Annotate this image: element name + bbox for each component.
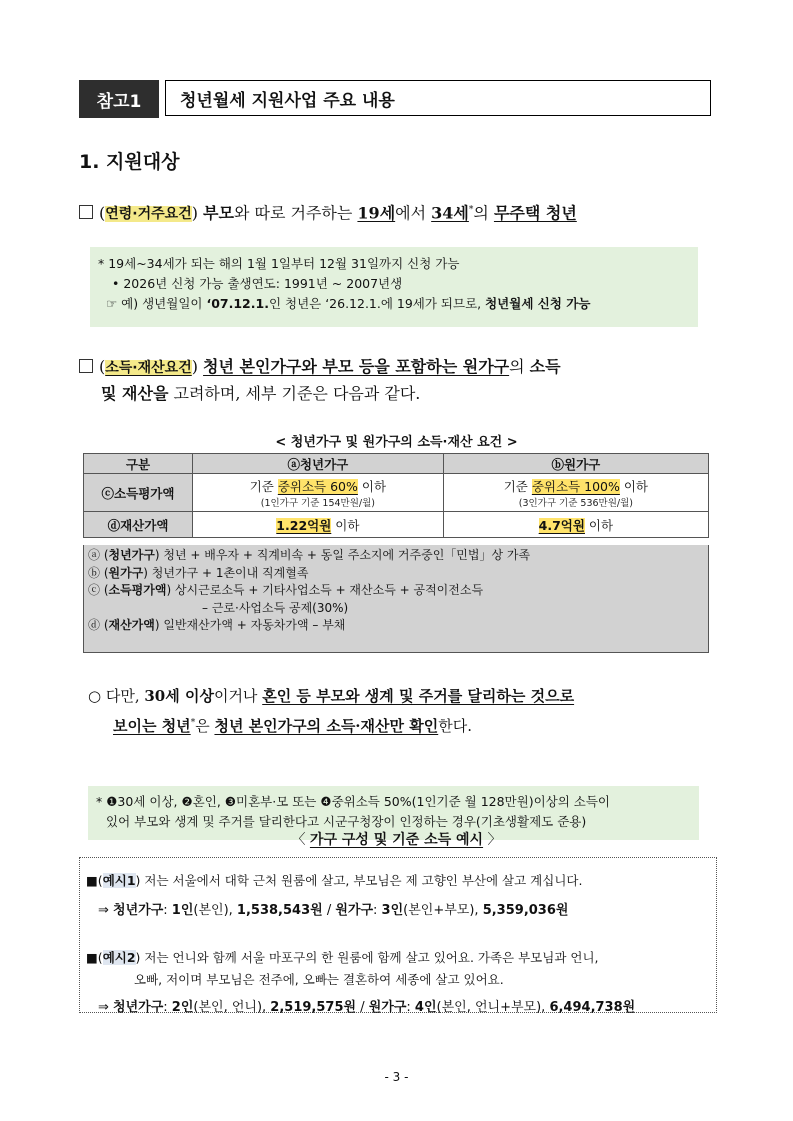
age-note-box xyxy=(90,247,698,327)
row-label: ⓒ소득평가액 xyxy=(84,474,193,512)
example-2-cont: 오빠, 저이며 부모님은 전주에, 오빠는 결혼하여 세종에 살고 있어요. xyxy=(134,972,504,987)
exception-paragraph: ○ 다만, 30세 이상이거나 혼인 등 부모와 생계 및 주거를 달리하는 것으로 보이는 청년*은 청년 본인가구의 소득·재산만 확인한다. xyxy=(88,687,575,735)
example-2-result: ⇒ 청년가구: 2인(본인, 언니), 2,519,575원 / 원가구: 4인(본인, 언니+부모), 6,494,738원 xyxy=(98,1000,636,1015)
note-line: * 19세~34세가 되는 해의 1월 1일부터 12월 31일까지 신청 가능 xyxy=(98,256,460,271)
table-cell: 기준 중위소득 100% 이하 (3인가구 기준 536만원/월) xyxy=(443,474,708,512)
section-title: 1. 지원대상 xyxy=(79,151,180,173)
table-footnotes xyxy=(83,545,709,653)
page-title: 청년월세 지원사업 주요 내용 xyxy=(165,80,711,116)
requirements-table xyxy=(83,453,709,538)
example-2: ■(예시2) 저는 언니와 함께 서울 마포구의 한 원룸에 함께 살고 있어요. 가족은 부모님과 언니, xyxy=(86,950,599,965)
table-cell: 기준 중위소득 60% 이하 (1인가구 기준 154만원/월) xyxy=(193,474,444,512)
note-line: 있어 부모와 생계 및 주거를 달리한다고 시군구청장이 인정하는 경우(기초생활제도 준용) xyxy=(106,814,587,829)
footnote-line: – 근로·사업소득 공제(30%) xyxy=(202,600,349,615)
row-label: ⓓ재산가액 xyxy=(84,512,193,538)
footnote-line: ⓑ (원가구) 청년가구 + 1촌이내 직계혈족 xyxy=(88,565,309,580)
table-header: ⓐ청년가구 xyxy=(193,454,444,474)
table-cell: 1.22억원 이하 xyxy=(193,512,444,538)
note-line: • 2026년 신청 가능 출생연도: 1991년 ~ 2007년생 xyxy=(112,276,403,291)
bullet-income-assets: (소득·재산요건) 청년 본인가구와 부모 등을 포함하는 원가구의 소득 및 재산을 고려하며, 세부 기준은 다음과 같다. xyxy=(79,354,719,407)
table-header: ⓑ원가구 xyxy=(443,454,708,474)
table-caption: < 청년가구 및 원가구의 소득·재산 요건 > xyxy=(275,435,518,450)
examples-box xyxy=(79,857,717,1013)
examples-caption: 〈 가구 구성 및 기준 소득 예시 〉 xyxy=(291,832,502,848)
note-line: ☞ 예) 생년월일이 ‘07.12.1.인 청년은 ‘26.12.1.에 19세가 되므로, 청년월세 신청 가능 xyxy=(106,296,591,311)
bullet-age-residence: (연령·거주요건) 부모와 따로 거주하는 19세에서 34세*의 무주택 청년 xyxy=(79,197,577,227)
table-header: 구분 xyxy=(84,454,193,474)
footnote-line: ⓓ (재산가액) 일반재산가액 + 자동차가액 – 부채 xyxy=(88,618,346,632)
checkbox-square-icon xyxy=(79,359,93,373)
note-line: * ❶30세 이상, ❷혼인, ❸미혼부·모 또는 ❹중위소득 50%(1인기준 월 128만원)이상의 소득이 xyxy=(96,794,611,809)
footnote-line: ⓐ (청년가구) 청년 + 배우자 + 직계비속 + 동일 주소지에 거주중인「민법」상 가족 xyxy=(88,548,531,562)
table-cell: 4.7억원 이하 xyxy=(443,512,708,538)
reference-tag: 참고1 xyxy=(79,80,159,118)
example-1-result: ⇒ 청년가구: 1인(본인), 1,538,543원 / 원가구: 3인(본인+부모), 5,359,036원 xyxy=(98,903,569,918)
footnote-line: ⓒ (소득평가액) 상시근로소득 + 기타사업소득 + 재산소득 + 공적이전소득 xyxy=(88,583,484,597)
page-number: - 3 - xyxy=(384,1070,409,1084)
example-1: ■(예시1) 저는 서울에서 대학 근처 원룸에 살고, 부모님은 제 고향인 부산에 살고 계십니다. xyxy=(86,873,583,888)
checkbox-square-icon xyxy=(79,205,93,219)
